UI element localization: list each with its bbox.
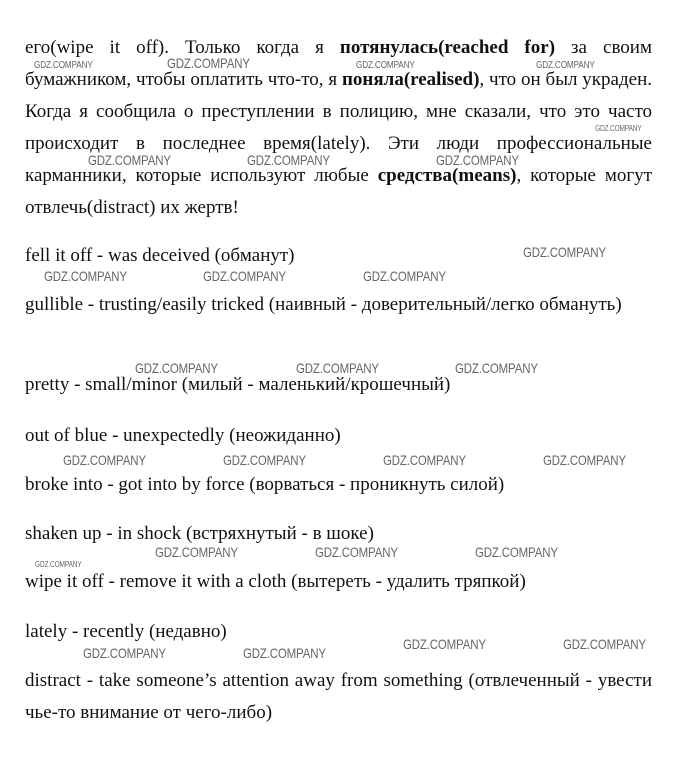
watermark: GDZ.COMPANY [135, 360, 218, 376]
watermark: GDZ.COMPANY [155, 544, 238, 560]
watermark: GDZ.COMPANY [167, 55, 250, 71]
watermark: GDZ.COMPANY [83, 645, 166, 661]
glossary-item: distract - take someone’s attention away from something (отвлеченный - увести чье-то внимание от чего-либо) [25, 670, 652, 723]
watermark: GDZ.COMPANY [315, 544, 398, 560]
glossary-item: fell it off - was deceived (обманут) [25, 245, 295, 266]
watermark: GDZ.COMPANY [247, 152, 330, 168]
watermark: GDZ.COMPANY [35, 560, 82, 569]
term-realised: поняла(realised) [341, 69, 480, 90]
paragraph-text-2: за своим бумажником, чтобы оплатить что-то, я [25, 37, 652, 90]
watermark: GDZ.COMPANY [595, 124, 642, 133]
glossary-item: broke into - got into by force (ворваться - проникнуть силой) [25, 474, 505, 495]
watermark: GDZ.COMPANY [243, 645, 326, 661]
watermark: GDZ.COMPANY [203, 268, 286, 284]
watermark: GDZ.COMPANY [536, 60, 595, 71]
paragraph-text-3: , что он был украден. Когда я сообщила о преступлении в полицию, мне сказали, что это часто происходит в последнее время(lately). Эти люди профессиональные карманники, которые используют любые [25, 69, 652, 186]
watermark: GDZ.COMPANY [383, 452, 466, 468]
watermark: GDZ.COMPANY [63, 452, 146, 468]
watermark: GDZ.COMPANY [88, 152, 171, 168]
watermark: GDZ.COMPANY [403, 636, 486, 652]
paragraph-text-4: , которые могут отвлечь(distract) их жертв! [25, 165, 652, 218]
watermark: GDZ.COMPANY [34, 60, 93, 71]
glossary-item: pretty - small/minor (милый - маленький/крошечный) [25, 374, 451, 395]
term-reached-for: потянулась(reached for) [339, 37, 556, 58]
glossary-item: gullible - trusting/easily tricked (наивный - доверительный/легко обмануть) [25, 294, 622, 315]
watermark: GDZ.COMPANY [363, 268, 446, 284]
glossary-item: lately - recently (недавно) [25, 621, 227, 642]
watermark: GDZ.COMPANY [296, 360, 379, 376]
glossary-item: shaken up - in shock (встряхнутый - в шоке) [25, 523, 374, 544]
glossary-item: wipe it off - remove it with a cloth (вытереть - удалить тряпкой) [25, 571, 526, 592]
watermark: GDZ.COMPANY [356, 60, 415, 71]
watermark: GDZ.COMPANY [44, 268, 127, 284]
term-means: средства(means) [377, 165, 517, 186]
watermark: GDZ.COMPANY [436, 152, 519, 168]
watermark: GDZ.COMPANY [455, 360, 538, 376]
watermark: GDZ.COMPANY [475, 544, 558, 560]
watermark: GDZ.COMPANY [563, 636, 646, 652]
watermark: GDZ.COMPANY [543, 452, 626, 468]
watermark: GDZ.COMPANY [523, 244, 606, 260]
paragraph-text-1: его(wipe it off). Только когда я [25, 37, 340, 58]
watermark: GDZ.COMPANY [223, 452, 306, 468]
glossary-item: out of blue - unexpectedly (неожиданно) [25, 425, 341, 446]
